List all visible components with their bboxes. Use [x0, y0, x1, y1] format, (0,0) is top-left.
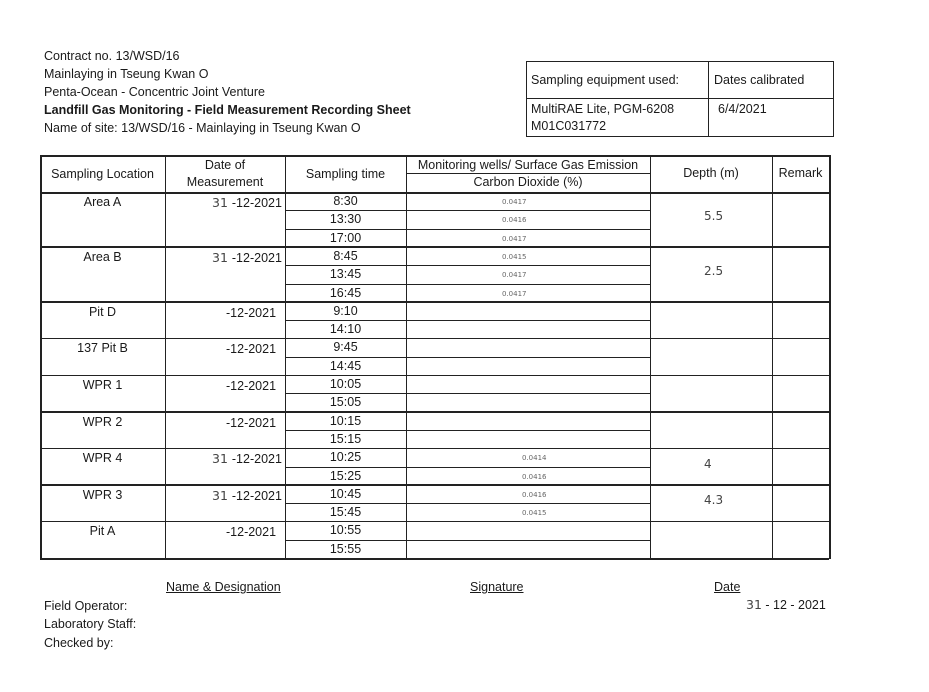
- time-cell: 9:45: [333, 340, 358, 355]
- contract-number: Contract no. 13/WSD/16: [44, 49, 180, 63]
- date-cell: [226, 524, 276, 539]
- date-day: 31: [212, 487, 232, 503]
- col-header-depth: Depth (m): [683, 166, 739, 180]
- time-cell: 14:10: [329, 322, 362, 337]
- sheet-title: Landfill Gas Monitoring - Field Measurement Recording Sheet: [44, 103, 411, 117]
- time-cell: 13:45: [329, 267, 362, 282]
- date-suffix: -12-2021: [226, 305, 277, 320]
- col-header-wells-line2: Carbon Dioxide (%): [473, 175, 583, 189]
- col-header-date-line1: Date of: [204, 158, 246, 172]
- project-name: Mainlaying in Tseung Kwan O: [44, 67, 209, 81]
- date-suffix: -12-2021: [226, 342, 277, 357]
- time-cell: 15:55: [329, 541, 362, 556]
- date-heading: Date: [714, 580, 741, 594]
- date-day: 31: [212, 249, 232, 265]
- reading-cell: 0.0417: [502, 271, 527, 280]
- time-cell: 10:55: [329, 523, 362, 538]
- date-cell: [212, 451, 282, 466]
- date-cell: [212, 250, 282, 265]
- reading-cell: 0.0417: [502, 234, 527, 243]
- time-cell: 13:30: [329, 212, 362, 227]
- date-suffix: -12-2021: [226, 415, 277, 430]
- footer-date-day: 31: [746, 597, 762, 612]
- time-cell: 8:30: [333, 194, 358, 208]
- lab-staff-label: Laboratory Staff:: [44, 617, 137, 631]
- date-suffix: -12-2021: [231, 250, 282, 265]
- name-designation-heading: Name & Designation: [166, 580, 281, 594]
- date-cell: [212, 488, 282, 503]
- time-cell: 14:45: [329, 358, 362, 373]
- depth-cell: 4: [704, 456, 712, 471]
- col-header-wells-line1: Monitoring wells/ Surface Gas Emission: [417, 158, 639, 172]
- reading-cell: 0.0417: [502, 198, 527, 206]
- date-suffix: -12-2021: [231, 488, 282, 503]
- date-suffix: -12-2021: [231, 196, 282, 210]
- time-cell: 15:05: [329, 395, 362, 410]
- reading-cell: 0.0416: [522, 490, 547, 499]
- equipment-label: Sampling equipment used:: [531, 73, 680, 87]
- location-cell: Pit D: [88, 304, 117, 319]
- location-cell: WPR 2: [82, 414, 123, 429]
- depth-cell: 5.5: [704, 209, 724, 224]
- checked-by-label: Checked by:: [44, 636, 114, 650]
- time-cell: 17:00: [329, 230, 362, 245]
- location-cell: WPR 3: [82, 487, 123, 502]
- date-cell: [212, 195, 282, 210]
- reading-cell: 0.0414: [522, 454, 547, 463]
- date-cell: [226, 341, 276, 356]
- date-suffix: -12-2021: [226, 525, 277, 540]
- footer-date-rest: - 12 - 2021: [761, 598, 826, 612]
- contractor-name: Penta-Ocean - Concentric Joint Venture: [44, 85, 265, 99]
- depth-cell: 4.3: [704, 493, 724, 508]
- time-cell: 9:10: [333, 303, 358, 318]
- reading-cell: 0.0415: [522, 509, 547, 518]
- depth-cell: 2.5: [704, 264, 724, 279]
- time-cell: 15:25: [329, 468, 362, 483]
- col-header-date-line2: Measurement: [186, 175, 264, 189]
- location-cell: Area A: [83, 195, 122, 209]
- date-cell: [226, 415, 276, 430]
- equipment-model: MultiRAE Lite, PGM-6208: [531, 102, 675, 116]
- date-day: 31: [212, 451, 232, 467]
- reading-cell: 0.0415: [502, 252, 527, 261]
- time-cell: 10:45: [329, 486, 362, 501]
- reading-cell: 0.0416: [502, 216, 527, 225]
- calibration-date: 6/4/2021: [718, 102, 767, 116]
- time-cell: 10:25: [329, 450, 362, 465]
- location-cell: WPR 1: [82, 378, 123, 392]
- time-cell: 16:45: [329, 285, 362, 300]
- location-cell: Pit A: [89, 524, 116, 539]
- time-cell: 15:45: [329, 505, 362, 520]
- col-header-time: Sampling time: [305, 167, 386, 181]
- col-header-location: Sampling Location: [51, 167, 154, 181]
- date-cell: [226, 378, 276, 393]
- signature-heading: Signature: [470, 580, 524, 594]
- reading-cell: 0.0416: [522, 472, 547, 481]
- equipment-serial: M01C031772: [531, 119, 607, 133]
- time-cell: 15:15: [329, 431, 362, 446]
- equipment-box: [526, 61, 834, 137]
- location-cell: 137 Pit B: [77, 341, 128, 356]
- col-header-remark: Remark: [778, 166, 823, 180]
- time-cell: 8:45: [333, 248, 358, 263]
- site-name: Name of site: 13/WSD/16 - Mainlaying in Tseung Kwan O: [44, 121, 361, 135]
- time-cell: 10:05: [329, 377, 362, 391]
- time-cell: 10:15: [329, 413, 362, 428]
- field-operator-label: Field Operator:: [44, 599, 128, 613]
- dates-calibrated-label: Dates calibrated: [714, 73, 805, 87]
- location-cell: Area B: [83, 249, 122, 264]
- date-cell: [226, 305, 276, 320]
- reading-cell: 0.0417: [502, 289, 527, 298]
- date-suffix: -12-2021: [226, 379, 277, 393]
- date-suffix: -12-2021: [231, 452, 282, 467]
- date-day: 31: [212, 195, 232, 210]
- location-cell: WPR 4: [82, 451, 123, 466]
- footer-date: [746, 597, 826, 612]
